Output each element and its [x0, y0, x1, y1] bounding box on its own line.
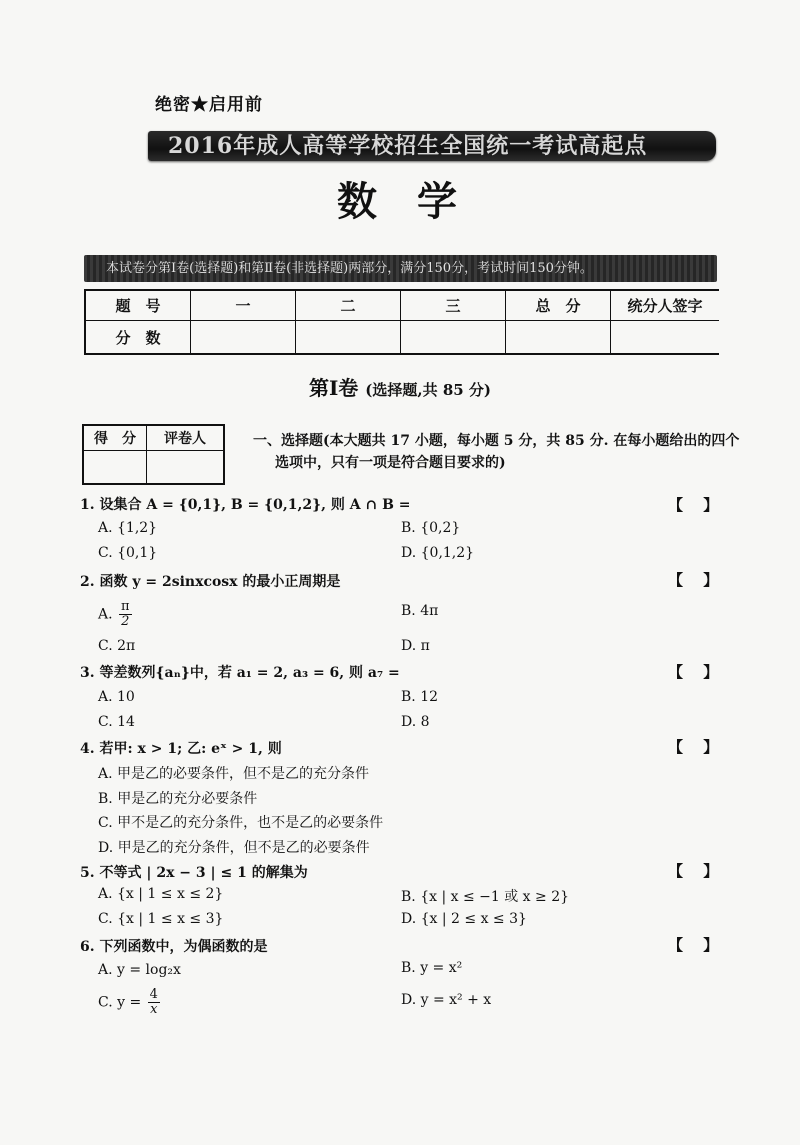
- volume-title: [0, 372, 800, 401]
- q4-option-a: A. 甲是乙的必要条件，但不是乙的充分条件: [98, 766, 370, 782]
- exam-title-banner: [148, 131, 716, 161]
- q2-option-d: D. π: [401, 638, 430, 654]
- score-cell-question-no: 题 号: [85, 290, 191, 321]
- grader-score-label: 得 分: [83, 425, 147, 451]
- q4-option-b: B. 甲是乙的充分必要条件: [98, 791, 258, 807]
- q4-option-c: C. 甲不是乙的充分条件，也不是乙的必要条件: [98, 815, 384, 831]
- score-input-part1[interactable]: [191, 321, 296, 355]
- score-cell-part2: 二: [296, 290, 401, 321]
- volume-title-main: 第Ⅰ卷: [308, 376, 359, 400]
- grader-box: [82, 424, 225, 485]
- fraction-numerator: π: [121, 599, 130, 614]
- q2-option-a-letter: A.: [98, 606, 113, 623]
- q1-option-a: A. {1,2}: [98, 520, 158, 536]
- q3-option-c: C. 14: [98, 714, 135, 730]
- q6-option-d: D. y = x² + x: [401, 992, 492, 1008]
- score-row-label: 分 数: [85, 321, 191, 355]
- subject-char-1: 数: [337, 178, 383, 225]
- score-input-part2[interactable]: [296, 321, 401, 355]
- score-table-header-row: [85, 290, 719, 321]
- score-table: [84, 289, 719, 355]
- q2-option-a-fraction: [119, 600, 132, 629]
- grader-name-input[interactable]: [147, 451, 225, 485]
- volume-title-sub: (选择题,共 85 分): [365, 381, 492, 399]
- score-cell-signature: 统分人签字: [611, 290, 720, 321]
- grader-name-label: 评卷人: [147, 425, 225, 451]
- subject-char-2: 学: [417, 178, 463, 225]
- grader-score-input[interactable]: [83, 451, 147, 485]
- q5-option-c: C. {x | 1 ≤ x ≤ 3}: [98, 911, 224, 927]
- q6-option-b: B. y = x²: [401, 960, 463, 976]
- instructions-banner: [84, 255, 717, 282]
- q6-option-a: A. y = log₂x: [98, 962, 181, 978]
- fraction-numerator: 4: [149, 987, 158, 1002]
- q6-option-c-fraction: [148, 988, 160, 1017]
- confidential-label: 绝密★启用前: [155, 95, 263, 115]
- score-table-score-row: [85, 321, 719, 355]
- answer-bracket[interactable]: 【 】: [668, 738, 719, 756]
- answer-bracket[interactable]: 【 】: [668, 496, 719, 514]
- q1-option-c: C. {0,1}: [98, 545, 158, 561]
- answer-bracket[interactable]: 【 】: [668, 571, 719, 589]
- score-input-signature[interactable]: [611, 321, 720, 355]
- score-cell-total: 总 分: [506, 290, 611, 321]
- score-input-total[interactable]: [506, 321, 611, 355]
- fraction-denominator: 2: [121, 614, 130, 629]
- q6-option-c: [98, 988, 162, 1017]
- question-2-stem: 2. 函数 y = 2sinxcosx 的最小正周期是: [80, 574, 341, 590]
- q2-option-b: B. 4π: [401, 603, 439, 619]
- answer-bracket[interactable]: 【 】: [668, 862, 719, 880]
- question-1-stem: 1. 设集合 A = {0,1}, B = {0,1,2}, 则 A ∩ B =: [80, 497, 411, 513]
- answer-bracket[interactable]: 【 】: [668, 936, 719, 954]
- exam-title: 2016年成人高等学校招生全国统一考试高起点: [168, 133, 648, 159]
- q1-option-b: B. {0,2}: [401, 520, 461, 536]
- subject-title: [0, 170, 800, 227]
- q5-option-d: D. {x | 2 ≤ x ≤ 3}: [401, 911, 527, 927]
- q1-option-d: D. {0,1,2}: [401, 545, 475, 561]
- section-heading: 一、选择题(本大题共 17 小题，每小题 5 分，共 85 分. 在每小题给出的四个选项中，只有一项是符合题目要求的): [253, 433, 740, 471]
- answer-bracket[interactable]: 【 】: [668, 663, 719, 681]
- q2-option-a: [98, 600, 134, 629]
- question-3-stem: 3. 等差数列{aₙ}中，若 a₁ = 2, a₃ = 6, 则 a₇ =: [80, 665, 400, 681]
- q4-option-d: D. 甲是乙的充分条件，但不是乙的必要条件: [98, 840, 370, 856]
- q3-option-d: D. 8: [401, 714, 430, 730]
- instructions-text: 本试卷分第Ⅰ卷(选择题)和第Ⅱ卷(非选择题)两部分，满分150分，考试时间150分钟。: [106, 261, 593, 276]
- q5-option-a: A. {x | 1 ≤ x ≤ 2}: [98, 886, 224, 902]
- q6-option-c-text: C. y =: [98, 994, 142, 1011]
- question-5-stem: 5. 不等式 | 2x − 3 | ≤ 1 的解集为: [80, 865, 308, 881]
- fraction-denominator: x: [150, 1002, 158, 1017]
- score-cell-part1: 一: [191, 290, 296, 321]
- q5-option-b: B. {x | x ≤ −1 或 x ≥ 2}: [401, 889, 570, 905]
- score-cell-part3: 三: [401, 290, 506, 321]
- q3-option-a: A. 10: [98, 689, 135, 705]
- q2-option-c: C. 2π: [98, 638, 136, 654]
- question-4-stem: 4. 若甲: x > 1; 乙: eˣ > 1, 则: [80, 741, 282, 757]
- score-input-part3[interactable]: [401, 321, 506, 355]
- q3-option-b: B. 12: [401, 689, 439, 705]
- question-6-stem: 6. 下列函数中，为偶函数的是: [80, 939, 268, 955]
